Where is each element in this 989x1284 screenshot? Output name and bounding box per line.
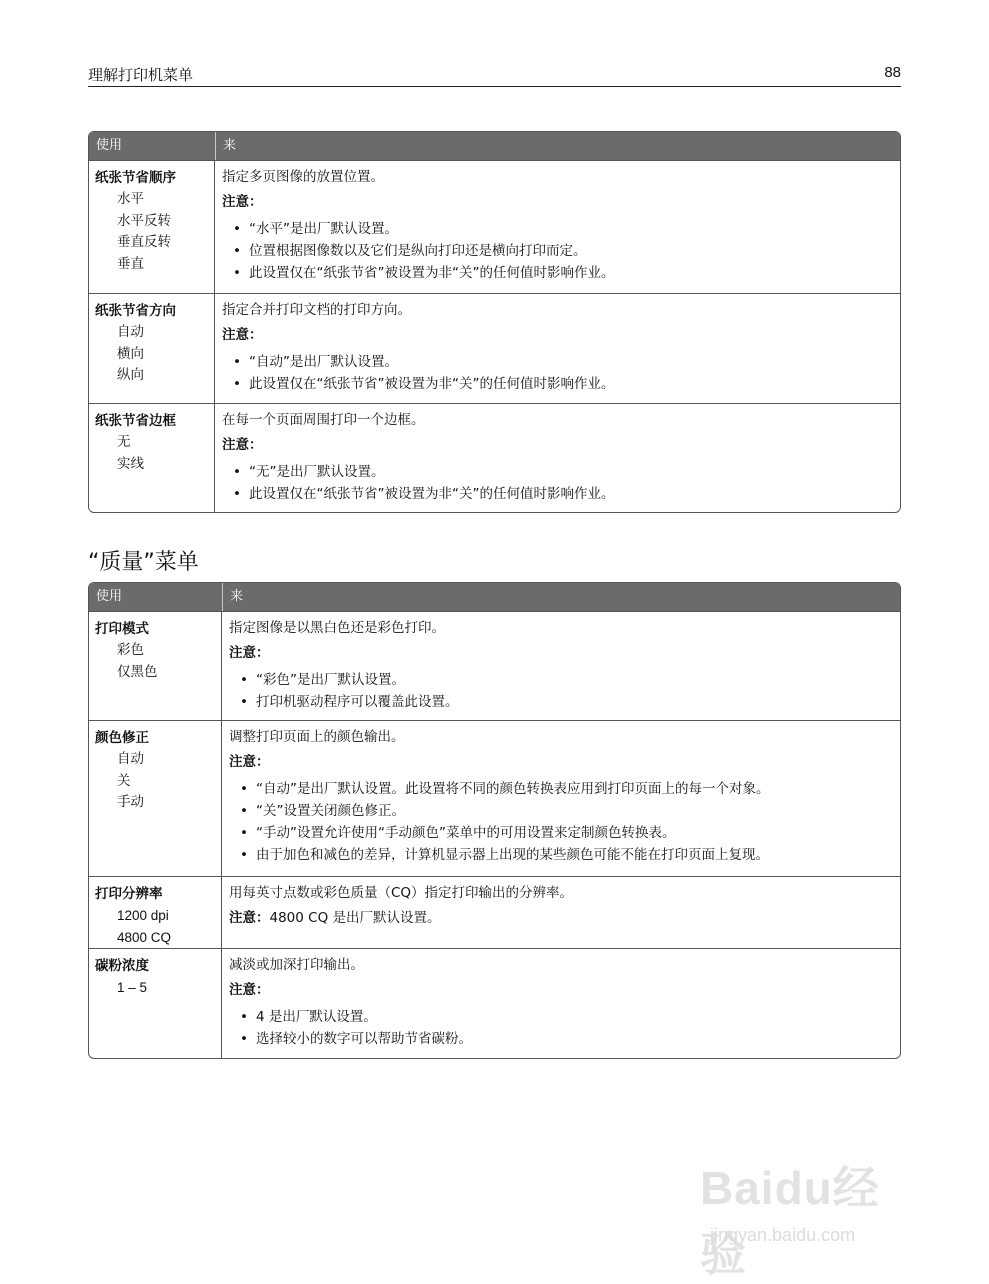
setting-option: 1 – 5 [117,980,148,995]
setting-option: 自动 [117,751,144,767]
baidu-watermark [700,1130,920,1280]
table-row [89,948,900,1058]
setting-name: 纸张节省边框 [95,413,176,429]
setting-name: 颜色修正 [95,730,149,746]
note-item: • 此设置仅在“纸张节省”被设置为非“关”的任何值时影响作业。 [222,373,900,395]
setting-option: 自动 [117,324,144,340]
note-label: 注意： [229,910,270,926]
setting-option: 4800 CQ [117,929,172,945]
note-list [229,669,900,713]
note-text: 4800 CQ 是出厂默认设置。 [269,910,441,926]
setting-option: 手动 [117,794,144,810]
column-header-use: 使用 [96,138,123,153]
page-header [88,62,901,87]
setting-description: 指定合并打印文档的打印方向。 [222,302,411,318]
note-list [222,461,900,505]
setting-description: 指定图像是以黑白色还是彩色打印。 [229,620,445,636]
description-cell [222,877,900,948]
note-item: • 打印机驱动程序可以覆盖此设置。 [229,691,900,713]
note-item: • 由于加色和减色的差异，计算机显示器上出现的某些颜色可能不能在打印页面上复现。 [229,844,900,866]
quality-menu-table [88,582,901,1059]
setting-cell [89,612,222,720]
note-label: 注意： [229,982,270,998]
note-label: 注意： [222,194,263,210]
note-list [222,351,900,395]
note-item: • 此设置仅在“纸张节省”被设置为非“关”的任何值时影响作业。 [222,262,900,284]
setting-option: 垂直 [117,255,144,272]
note-list [222,218,900,284]
note-item: • “关”设置关闭颜色修正。 [229,800,900,822]
setting-option: 横向 [117,345,144,362]
setting-name: 碳粉浓度 [95,958,149,974]
setting-description: 用每英寸点数或彩色质量（CQ）指定打印输出的分辨率。 [229,885,574,901]
note-item: • “无”是出厂默认设置。 [222,461,900,483]
table-row [89,876,900,948]
setting-description: 在每一个页面周围打印一个边框。 [222,412,425,428]
setting-cell [89,161,215,293]
note-item: • “水平”是出厂默认设置。 [222,218,900,240]
note-line [229,908,900,928]
note-label: 注意： [222,327,263,343]
table-row [89,611,900,720]
setting-name: 打印模式 [95,621,149,637]
description-cell [222,949,900,1058]
description-cell [215,161,900,293]
header-title: 理解打印机菜单 [88,66,194,84]
note-label: 注意： [229,645,270,661]
note-item: • “自动”是出厂默认设置。此设置将不同的颜色转换表应用到打印页面上的每一个对象。 [229,778,900,800]
setting-description: 指定多页图像的放置位置。 [222,169,384,185]
setting-option: 水平 [117,191,144,207]
section-title: “质量”菜单 [88,550,199,575]
setting-option: 垂直反转 [117,234,171,250]
description-cell [215,294,900,403]
column-header-to: 来 [215,132,900,160]
setting-description: 调整打印页面上的颜色输出。 [229,729,405,745]
note-list [229,778,900,866]
table-header [89,583,900,611]
note-item: • 4 是出厂默认设置。 [229,1006,900,1028]
description-cell [222,721,900,876]
paper-saving-settings-table [88,131,901,513]
setting-description: 减淡或加深打印输出。 [229,957,364,973]
note-item: • 选择较小的数字可以帮助节省碳粉。 [229,1028,900,1050]
setting-option: 1200 dpi [117,908,169,923]
setting-option: 无 [117,434,131,450]
setting-name: 纸张节省方向 [95,303,176,319]
page-number: 88 [884,64,901,81]
setting-option: 实线 [117,455,144,472]
setting-cell [89,404,215,512]
setting-option: 关 [117,772,131,789]
setting-name: 打印分辨率 [95,886,163,902]
setting-option: 彩色 [117,642,144,658]
note-item: • “自动”是出厂默认设置。 [222,351,900,373]
note-item: • “手动”设置允许使用“手动颜色”菜单中的可用设置来定制颜色转换表。 [229,822,900,844]
setting-cell [89,877,222,948]
table-row [89,720,900,876]
setting-cell [89,949,222,1058]
setting-option: 仅黑色 [117,663,158,680]
note-item: • “彩色”是出厂默认设置。 [229,669,900,691]
note-item: • 位置根据图像数以及它们是纵向打印还是横向打印而定。 [222,240,900,262]
setting-cell [89,294,215,403]
note-label: 注意： [222,437,263,453]
watermark-url: jingyan.baidu.com [710,1225,856,1245]
table-row [89,160,900,293]
description-cell [215,404,900,512]
setting-cell [89,721,222,876]
column-header-use: 使用 [96,589,123,604]
watermark-logo: Baidu经验 [700,1162,880,1280]
note-label: 注意： [229,754,270,770]
table-row [89,293,900,403]
column-header-to: 来 [222,583,900,611]
setting-option: 纵向 [117,367,144,383]
table-header [89,132,900,160]
setting-name: 纸张节省顺序 [95,170,176,186]
note-item: • 此设置仅在“纸张节省”被设置为非“关”的任何值时影响作业。 [222,483,900,505]
setting-option: 水平反转 [117,212,171,229]
note-list [229,1006,900,1050]
table-row [89,403,900,512]
description-cell [222,612,900,720]
